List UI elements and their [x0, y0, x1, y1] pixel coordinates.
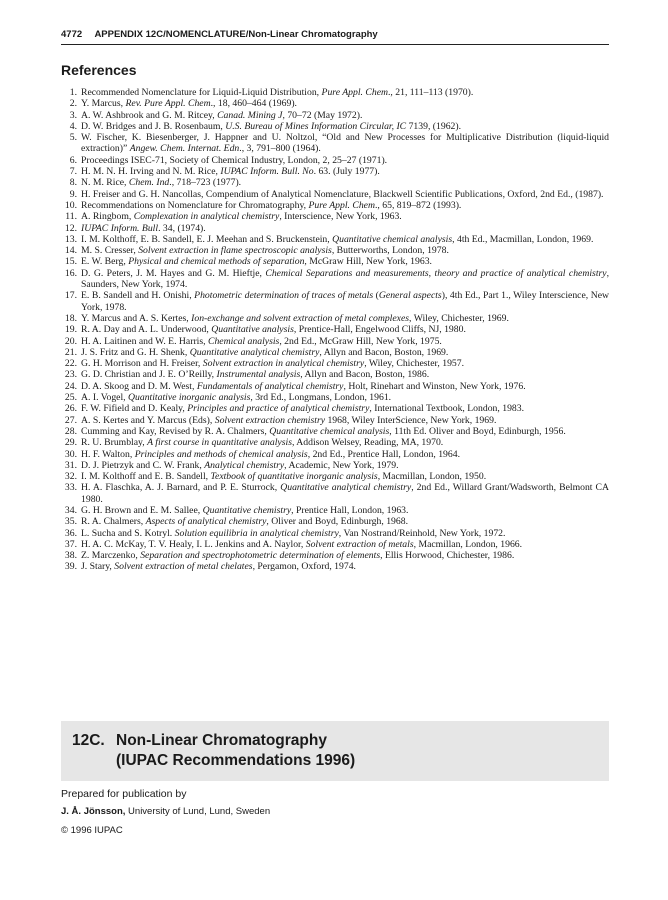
reference-number: 20.: [64, 335, 77, 347]
reference-text: H. A. Laitinen and W. E. Harris, Chemical analysis, 2nd Ed., McGraw Hill, New York, 1975.: [81, 335, 442, 347]
reference-number: 23.: [64, 369, 77, 381]
reference-number: 22.: [64, 358, 77, 370]
reference-number: 6.: [69, 154, 77, 166]
prepared-by-label: Prepared for publication by: [61, 788, 187, 800]
reference-item: [61, 98, 609, 109]
references-heading: References: [61, 62, 137, 78]
reference-text: A. W. Ashbrook and G. M. Ritcey, Canad. Mining J, 70–72 (May 1972).: [81, 109, 363, 121]
reference-item: [61, 471, 609, 482]
running-header: [61, 29, 609, 40]
reference-number: 18.: [64, 312, 77, 324]
reference-text: Cumming and Kay, Revised by R. A. Chalmers, Quantitative chemical analysis, 11th Ed. Oliver and Boyd, Edinburgh, 1956.: [81, 425, 566, 437]
reference-item: [61, 223, 609, 234]
section-title-line2: (IUPAC Recommendations 1996): [116, 752, 356, 769]
reference-text: Y. Marcus, Rev. Pure Appl. Chem., 18, 460–464 (1969).: [81, 98, 297, 110]
reference-item: [61, 347, 609, 358]
reference-number: 25.: [64, 392, 77, 404]
running-title: APPENDIX 12C/NOMENCLATURE/Non-Linear Chromatography: [94, 29, 378, 40]
reference-text: Proceedings ISEC-71, Society of Chemical Industry, London, 2, 25–27 (1971).: [81, 154, 388, 166]
reference-text: Recommendations on Nomenclature for Chromatography, Pure Appl. Chem., 65, 819–872 (1993).: [81, 199, 462, 211]
reference-text: D. W. Bridges and J. B. Rosenbaum, U.S. Bureau of Mines Information Circular, IC 7139, (1962).: [81, 120, 462, 132]
reference-number: 31.: [64, 459, 77, 471]
reference-number: 33.: [64, 482, 77, 494]
reference-text: D. J. Pietrzyk and C. W. Frank, Analytical chemistry, Academic, New York, 1979.: [81, 459, 399, 471]
reference-number: 26.: [64, 403, 77, 415]
reference-item: [61, 110, 609, 121]
reference-item: [61, 234, 609, 245]
reference-item: [61, 539, 609, 550]
reference-number: 12.: [64, 222, 77, 234]
author-name: J. Å. Jönsson,: [61, 806, 126, 817]
reference-number: 32.: [64, 471, 77, 483]
reference-text: L. Sucha and S. Kotryl. Solution equilibria in analytical chemistry, Van Nostrand/Reinhold, New York, 1972.: [81, 527, 506, 539]
section-title: [72, 731, 355, 771]
reference-number: 29.: [64, 437, 77, 449]
reference-text: H. A. Flaschka, A. J. Barnard, and P. E. Sturrock, Quantitative analytical chemistry, 2nd Ed., Willard Grant/Wadsworth, Belmont CA 1980.: [81, 482, 609, 505]
section-number: 12C.: [72, 732, 105, 749]
reference-text: R. U. Brumblay, A first course in quantitative analysis, Addison Welsey, Reading, MA, 1970.: [81, 437, 444, 449]
reference-number: 38.: [64, 550, 77, 562]
reference-item: [61, 392, 609, 403]
references-list: [61, 87, 609, 573]
reference-item: [61, 245, 609, 256]
reference-text: G. H. Morrison and H. Freiser, Solvent extraction in analytical chemistry, Wiley, Chichester, 1957.: [81, 358, 465, 370]
reference-text: M. S. Cresser, Solvent extraction in flame spectroscopic analysis, Butterworths, London, 1978.: [81, 245, 449, 257]
copyright: © 1996 IUPAC: [61, 825, 123, 836]
reference-number: 1.: [69, 87, 77, 98]
reference-number: 30.: [64, 448, 77, 460]
author-line: [61, 806, 270, 817]
reference-text: H. M. N. H. Irving and N. M. Rice, IUPAC Inform. Bull. No. 63. (July 1977).: [81, 166, 380, 178]
reference-text: F. W. Fifield and D. Kealy, Principles and practice of analytical chemistry, International Textbook, London, 1983.: [81, 403, 525, 415]
reference-text: G. H. Brown and E. M. Sallee, Quantitative chemistry, Prentice Hall, London, 1963.: [81, 504, 409, 516]
reference-text: D. G. Peters, J. M. Hayes and G. M. Hieftje, Chemical Separations and measurements, theory and practice of analytical chemistry, Saunders, New York, 1974.: [81, 267, 609, 291]
reference-text: E. B. Sandell and H. Onishi, Photometric determination of traces of metals (General aspects), 4th Ed., Part 1., Wiley Interscience, New York, 1978.: [81, 290, 610, 313]
reference-text: R. A. Day and A. L. Underwood, Quantitative analysis, Prentice-Hall, Engelwood Cliffs, NJ, 1980.: [81, 324, 466, 336]
reference-item: [61, 211, 609, 222]
reference-item: [61, 482, 609, 505]
reference-item: [61, 121, 609, 132]
reference-item: [61, 437, 609, 448]
reference-text: W. Fischer, K. Biesenberger, J. Happner and U. Noltzol, “Old and New Processes for Multiplicative Distribution (liquid-liquid extraction)” Angew. Chem. Internat. Edn., 3, 791–800 (1964).: [81, 132, 609, 155]
reference-item: [61, 369, 609, 380]
reference-item: [61, 155, 609, 166]
reference-item: [61, 403, 609, 414]
reference-number: 35.: [64, 516, 77, 528]
reference-text: G. D. Christian and J. E. O’Reilly, Instrumental analysis, Allyn and Bacon, Boston, 1986.: [81, 369, 430, 381]
reference-number: 34.: [64, 504, 77, 516]
reference-item: [61, 132, 609, 155]
reference-item: [61, 516, 609, 527]
reference-number: 8.: [69, 177, 77, 189]
reference-text: J. S. Fritz and G. H. Shenk, Quantitative analytical chemistry, Allyn and Bacon, Boston, 1969.: [81, 346, 449, 358]
reference-item: [61, 426, 609, 437]
reference-item: [61, 87, 609, 98]
reference-number: 16.: [64, 267, 77, 279]
reference-number: 13.: [64, 233, 77, 245]
reference-item: [61, 336, 609, 347]
reference-text: Z. Marczenko, Separation and spectrophotometric determination of elements, Ellis Horwood, Chichester, 1986.: [81, 550, 515, 562]
reference-number: 21.: [64, 346, 77, 358]
reference-text: I. M. Kolthoff and E. B. Sandell, Textbook of quantitative inorganic analysis, Macmillan, London, 1950.: [81, 471, 487, 483]
reference-number: 37.: [64, 538, 77, 550]
page-number: 4772: [61, 29, 83, 40]
reference-text: A. Ringbom, Complexation in analytical chemistry, Interscience, New York, 1963.: [81, 211, 402, 223]
reference-item: [61, 460, 609, 471]
reference-item: [61, 177, 609, 188]
reference-number: 17.: [64, 290, 77, 302]
reference-number: 19.: [64, 324, 77, 336]
reference-number: 27.: [64, 414, 77, 426]
reference-text: N. M. Rice, Chem. Ind., 718–723 (1977).: [81, 177, 242, 189]
reference-text: IUPAC Inform. Bull. 34, (1974).: [81, 222, 206, 234]
reference-item: [61, 268, 609, 291]
reference-text: I. M. Kolthoff, E. B. Sandell, E. J. Meehan and S. Bruckenstein, Quantitative chemical analysis, 4th Ed., Macmillan, London, 1969.: [81, 233, 594, 245]
reference-item: [61, 561, 609, 572]
reference-number: 36.: [64, 527, 77, 539]
reference-item: [61, 381, 609, 392]
reference-number: 2.: [69, 98, 77, 110]
reference-text: A. I. Vogel, Quantitative inorganic analysis, 3rd Ed., Longmans, London, 1961.: [81, 392, 392, 404]
reference-item: [61, 200, 609, 211]
reference-item: [61, 358, 609, 369]
reference-number: 24.: [64, 380, 77, 392]
reference-text: H. F. Walton, Principles and methods of chemical analysis, 2nd Ed., Prentice Hall, London, 1964.: [81, 448, 461, 460]
reference-item: [61, 189, 609, 200]
reference-number: 14.: [64, 245, 77, 257]
reference-item: [61, 528, 609, 539]
reference-text: J. Stary, Solvent extraction of metal chelates, Pergamon, Oxford, 1974.: [81, 561, 356, 573]
reference-item: [61, 550, 609, 561]
section-title-line1: Non-Linear Chromatography: [116, 732, 327, 749]
reference-item: [61, 449, 609, 460]
reference-item: [61, 415, 609, 426]
reference-text: H. A. C. McKay, T. V. Healy, I. L. Jenkins and A. Naylor, Solvent extraction of metals, Macmillan, London, 1966.: [81, 538, 523, 550]
reference-text: D. A. Skoog and D. M. West, Fundamentals of analytical chemistry, Holt, Rinehart and Winston, New York, 1976.: [81, 380, 526, 392]
reference-number: 11.: [65, 211, 77, 223]
reference-text: H. Freiser and G. H. Nancollas, Compendium of Analytical Nomenclature, Blackwell Scientific Publications, Oxford, 2nd Ed., (1987).: [81, 188, 604, 200]
reference-number: 4.: [69, 120, 77, 132]
reference-item: [61, 256, 609, 267]
reference-item: [61, 505, 609, 516]
reference-text: E. W. Berg, Physical and chemical methods of separation, McGraw Hill, New York, 1963.: [81, 256, 432, 268]
reference-item: [61, 290, 609, 313]
reference-item: [61, 313, 609, 324]
reference-number: 15.: [64, 256, 77, 268]
reference-item: [61, 324, 609, 335]
reference-number: 7.: [69, 166, 77, 178]
reference-number: 9.: [69, 188, 77, 200]
reference-item: [61, 166, 609, 177]
reference-text: R. A. Chalmers, Aspects of analytical chemistry, Oliver and Boyd, Edinburgh, 1968.: [81, 516, 409, 528]
author-affiliation: University of Lund, Lund, Sweden: [128, 806, 271, 817]
reference-text: Y. Marcus and A. S. Kertes, Ion-exchange and solvent extraction of metal complexes, Wiley, Chichester, 1969.: [81, 312, 509, 324]
reference-number: 3.: [69, 109, 77, 121]
reference-number: 10.: [64, 199, 77, 211]
reference-text: Recommended Nomenclature for Liquid-Liquid Distribution, Pure Appl. Chem., 21, 111–113 (1970).: [81, 87, 474, 98]
header-rule: [61, 44, 609, 45]
reference-text: A. S. Kertes and Y. Marcus (Eds), Solvent extraction chemistry 1968, Wiley InterScience, New York, 1969.: [81, 414, 497, 426]
reference-number: 28.: [64, 425, 77, 437]
reference-number: 39.: [64, 561, 77, 573]
reference-number: 5.: [69, 132, 77, 144]
